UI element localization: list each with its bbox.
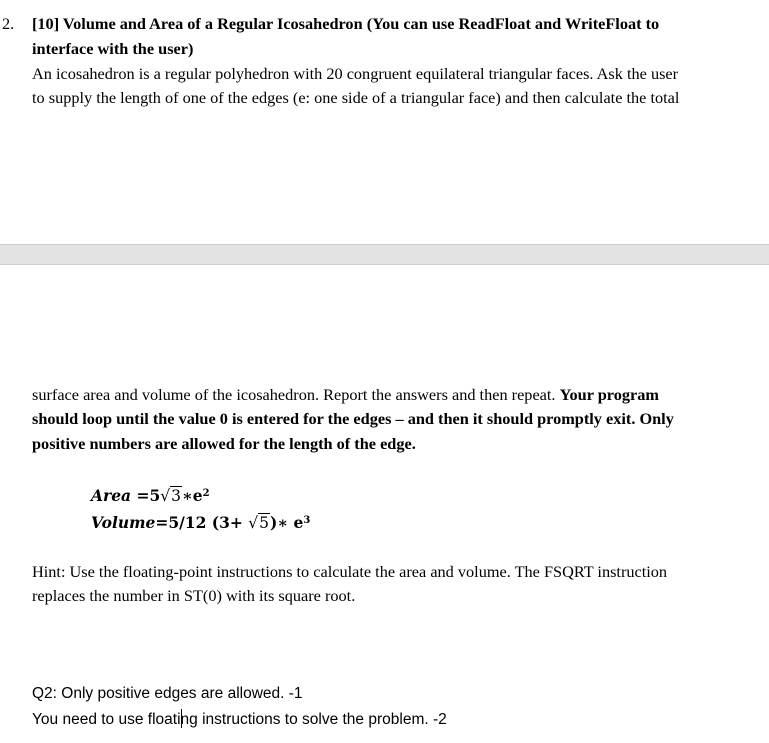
volume-tail: )∗ e	[270, 513, 304, 532]
area-tail: ∗e	[182, 486, 203, 505]
description-line2: to supply the length of one of the edges (e: one side of a triangular face) and then calculate the total	[32, 88, 680, 107]
area-eq: =5	[131, 486, 161, 505]
continuation-line1-bold: Your program	[559, 385, 659, 404]
question-title-line2: interface with the user)	[32, 39, 194, 58]
volume-formula	[91, 510, 310, 534]
feedback-line2-start: You need to use floati	[32, 711, 181, 728]
description-line1: An icosahedron is a regular polyhedron with 20 congruent equilateral triangular faces. Ask the user	[32, 64, 679, 83]
volume-radicand: 5	[259, 514, 270, 532]
area-radicand: 3	[171, 487, 182, 505]
sqrt-5	[248, 512, 270, 534]
question-title-line1: [10] Volume and Area of a Regular Icosahedron (You can use ReadFloat and WriteFloat to	[32, 14, 660, 33]
area-exponent: 2	[202, 488, 210, 499]
continuation-line2: should loop until the value 0 is entered for the edges – and then it should promptly exit. Only	[32, 409, 674, 428]
hint-line2: replaces the number in ST(0) with its square root.	[32, 586, 356, 605]
question-number: 2.	[2, 14, 15, 33]
sqrt-3	[160, 485, 182, 507]
page-upper	[0, 0, 769, 244]
continuation-line3: positive numbers are allowed for the length of the edge.	[32, 434, 416, 453]
hint-line1: Hint: Use the floating-point instructions to calculate the area and volume. The FSQRT instruction	[32, 562, 668, 581]
page-break-gap	[0, 244, 769, 265]
continuation-line1	[32, 385, 659, 405]
radical-sign-icon: √	[248, 514, 259, 532]
radical-sign-icon: √	[160, 487, 171, 505]
volume-label: Volume	[91, 513, 156, 532]
feedback-line1: Q2: Only positive edges are allowed. -1	[32, 685, 303, 702]
volume-eq: =5/12 (3+	[155, 513, 249, 532]
feedback-line2-end: ng instructions to solve the problem. -2	[180, 711, 447, 728]
continuation-line1-text: surface area and volume of the icosahedron. Report the answers and then repeat.	[32, 385, 560, 404]
feedback-line2[interactable]	[32, 709, 447, 730]
area-formula	[91, 483, 210, 507]
volume-exponent: 3	[303, 515, 311, 526]
area-label: Area	[91, 486, 132, 505]
